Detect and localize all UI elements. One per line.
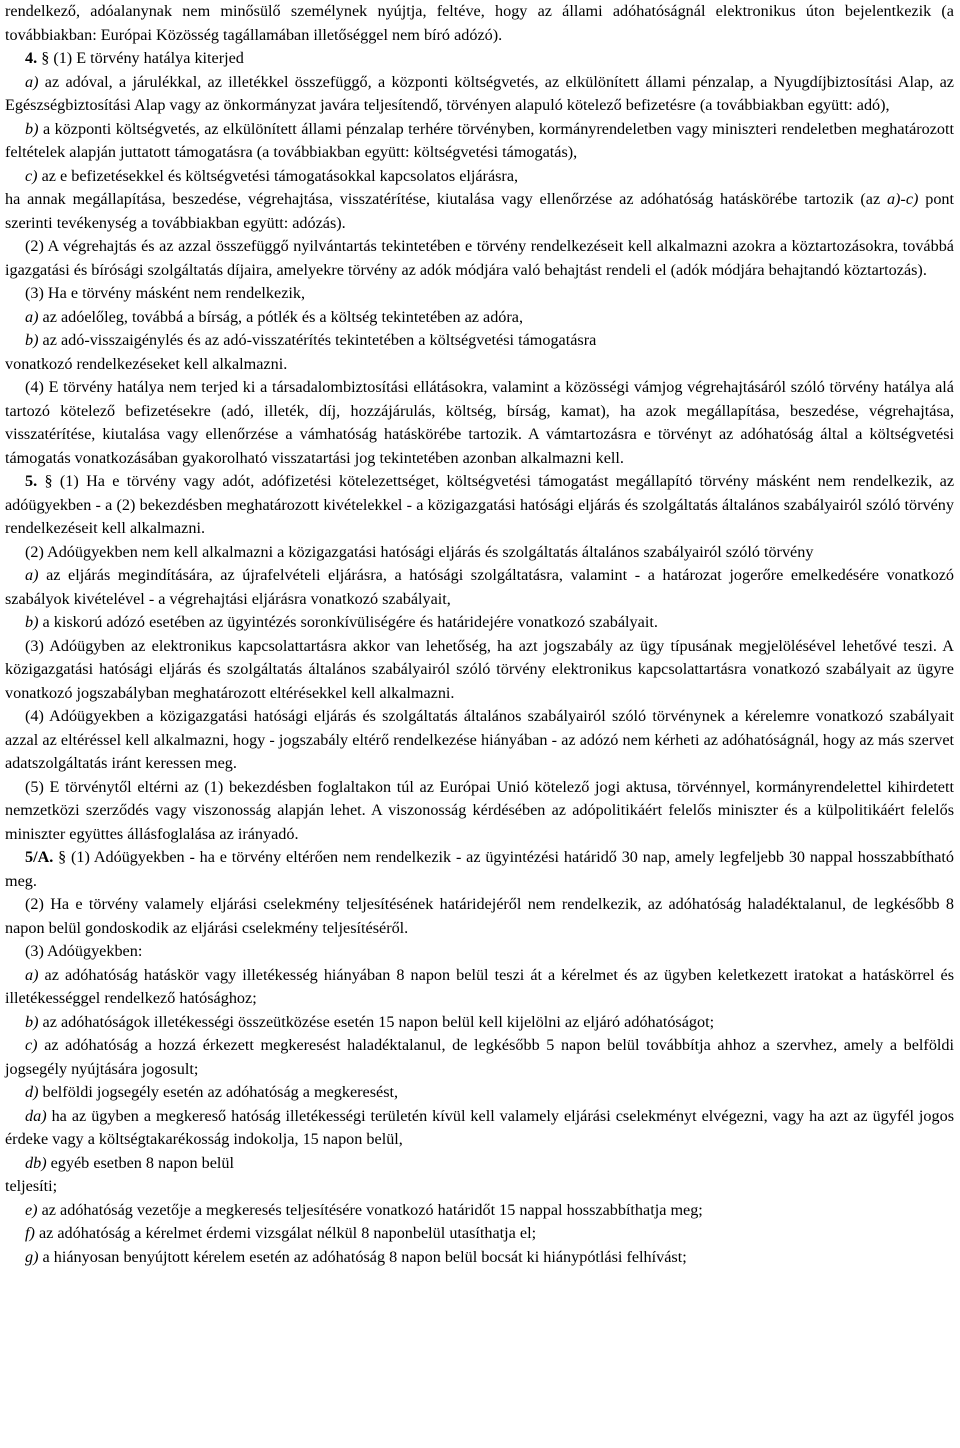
point-e bbox=[5, 1199, 954, 1223]
point-marker: da) bbox=[25, 1106, 47, 1125]
paragraph bbox=[5, 235, 954, 282]
point-marker: c) bbox=[25, 166, 38, 185]
paragraph-text: egyéb esetben 8 napon belül bbox=[50, 1153, 235, 1172]
paragraph-text: (4) E törvény hatálya nem terjed ki a társadalombiztosítási ellátásokra, valamint a közösségi vámjog végrehajtásáról szóló törvény hatálya alá tartozó kötelező befizetésekre (adó, illeték, díj, hozzájárulás, költség, bírság, kamat), ha azok megállapítása, beszedése, végrehajtása, visszatérítése, kiutalása vagy ellenőrzése a vámhatóság hatáskörébe tartozik. A vámtartozásra e törvényt az adóhatóság által a költségvetési támogatás vonatkozásában gyakorolható visszatartási jog tekintetében azonban alkalmazni kell. bbox=[5, 378, 954, 467]
point-marker: a) bbox=[25, 965, 39, 984]
paragraph bbox=[5, 776, 954, 847]
paragraph bbox=[5, 282, 954, 306]
point-b bbox=[5, 1011, 954, 1035]
point-marker: b) bbox=[25, 1012, 39, 1031]
paragraph bbox=[5, 940, 954, 964]
paragraph-text: (3) Ha e törvény másként nem rendelkezik, bbox=[25, 284, 306, 302]
paragraph-text: ha az ügyben a megkereső hatóság illetékességi területén kívül kell valamely eljárási cselekményt elvégezni, vagy ha azt az ügyfél jogos érdeke vagy a költségtakarékosság indokolja, 15 napon belül, bbox=[5, 1106, 955, 1148]
point-f bbox=[5, 1222, 954, 1246]
point-marker: d) bbox=[25, 1083, 39, 1101]
point-marker: c) bbox=[25, 1036, 38, 1054]
point-marker: b) bbox=[25, 613, 39, 631]
point-b bbox=[5, 611, 954, 635]
paragraph-text: (4) Adóügyekben a közigazgatási hatósági eljárás és szolgáltatás általános szabályairól szóló törvénynek a kérelemre vonatkozó szabályait azzal az eltéréssel kell alkalmazni, hogy - jogszabály eltérő rendelkezése hiányában - az adózó nem kérheti az adóhatóságnál, hogy az más szervet adatszolgáltatás iránt keressen meg. bbox=[5, 707, 954, 772]
point-g bbox=[5, 1246, 954, 1270]
point-c bbox=[5, 165, 954, 189]
section-4-heading bbox=[5, 47, 954, 71]
paragraph-text: a kiskorú adózó esetében az ügyintézés soronkívüliségére és határidejére vonatkozó szabályait. bbox=[42, 613, 658, 631]
paragraph-text: vonatkozó rendelkezéseket kell alkalmazni. bbox=[5, 354, 288, 373]
paragraph-text: (2) Ha e törvény valamely eljárási cselekmény teljesítésének határidejéről nem rendelkezik, az adóhatóság haladéktalanul, de legkésőbb 8 napon belül gondoskodik az eljárási cselekmény teljesítéséről. bbox=[5, 895, 954, 937]
paragraph-text: az adóelőleg, továbbá a bírság, a pótlék és a költség tekintetében az adóra, bbox=[42, 307, 524, 326]
paragraph-text: az e befizetésekkel és költségvetési támogatásokkal kapcsolatos eljárásra, bbox=[41, 166, 519, 185]
paragraph-text: az adóhatóság vezetője a megkeresés teljesítésére vonatkozó határidőt 15 nappal hosszabbíthatja meg; bbox=[41, 1200, 703, 1219]
point-marker: b) bbox=[25, 119, 39, 138]
paragraph-text: az adóval, a járulékkal, az illetékkel összefüggő, a központi költségvetés, az elkülönített állami pénzalap, a Nyugdíjbiztosítási Alap, az Egészségbiztosítási Alap vagy az önkormányzat javára teljesítendő, törvényen alapuló kötelező befizetésre (a továbbiakban együtt: adó), bbox=[5, 72, 954, 114]
section-5-heading bbox=[5, 470, 954, 541]
point-marker: a) bbox=[25, 72, 39, 91]
paragraph-text: (2) Adóügyekben nem kell alkalmazni a közigazgatási hatósági eljárás és szolgáltatás általános szabályairól szóló törvény bbox=[25, 542, 814, 561]
point-marker: db) bbox=[25, 1153, 47, 1172]
point-d bbox=[5, 1081, 954, 1105]
point-marker: e) bbox=[25, 1200, 38, 1219]
paragraph bbox=[5, 705, 954, 776]
point-a bbox=[5, 564, 954, 611]
paragraph-text: (5) E törvénytől eltérni az (1) bekezdésben foglaltakon túl az Európai Unió kötelező jogi aktusa, törvénnyel, kormányrendelettel kihirdetett nemzetközi szerződés vagy viszonosság alapján lehet. A viszonosság kérdésében az adópolitikáért felelős miniszter és a külpolitikáért felelős miniszter együttes állásfoglalása az irányadó. bbox=[5, 777, 954, 843]
point-marker: a) bbox=[25, 307, 39, 326]
point-db bbox=[5, 1152, 954, 1176]
paragraph-text: a központi költségvetés, az elkülönített állami pénzalap terhére törvényben, kormányrendeletben vagy miniszteri rendeletben meghatározott feltételek alapján juttatott támogatásra (a továbbiakban együtt: költségvetési támogatás), bbox=[5, 119, 955, 161]
paragraph bbox=[5, 541, 954, 565]
paragraph bbox=[5, 893, 954, 940]
point-b bbox=[5, 329, 954, 353]
paragraph-continuation bbox=[5, 0, 954, 47]
paragraph bbox=[5, 376, 954, 470]
point-marker: b) bbox=[25, 331, 39, 349]
paragraph-text: teljesíti; bbox=[5, 1177, 58, 1195]
paragraph-text: az adóhatóság hatáskör vagy illetékesség hiányában 8 napon belül teszi át a kérelmet és az ügyben keletkezett iratokat a hatáskörrel és illetékességgel rendelkező hatósághoz; bbox=[5, 965, 954, 1007]
point-a bbox=[5, 306, 954, 330]
paragraph-text: rendelkező, adóalanynak nem minősülő személynek nyújtja, feltéve, hogy az állami adóhatóságnál elektronikus úton bejelentkezik (a továbbiakban: Európai Közösség tagállamában illetőséggel nem bíró adózó). bbox=[5, 2, 954, 44]
section-number: 5/A. bbox=[25, 848, 54, 866]
section-number: 4. bbox=[25, 49, 38, 67]
point-marker: a)-c) bbox=[886, 190, 919, 208]
paragraph-text: az adóhatóság a hozzá érkezett megkeresést haladéktalanul, de legkésőbb 5 napon belül továbbítja ahhoz a szervhez, amely a belföldi jogsegély nyújtására jogosult; bbox=[5, 1036, 955, 1078]
paragraph-text: az adóhatóságok illetékességi összeütközése esetén 15 napon belül kell kijelölni az eljáró adóhatóságot; bbox=[42, 1012, 715, 1031]
paragraph-text: ha annak megállapítása, beszedése, végrehajtása, visszatérítése, kiutalása vagy ellenőrzése az adóhatóság hatáskörébe tartozik (az bbox=[5, 190, 887, 208]
section-number: 5. bbox=[25, 472, 38, 490]
point-b bbox=[5, 118, 954, 165]
paragraph bbox=[5, 635, 954, 706]
paragraph bbox=[5, 1175, 954, 1199]
section-5a-heading bbox=[5, 846, 954, 893]
paragraph-text: az eljárás megindítására, az újrafelvételi eljárásra, a hatósági szolgáltatásra, valamint - a határozat jogerőre emelkedésére vonatkozó szabályok kivételével - a végrehajtási eljárásra vonatkozó szabályait, bbox=[5, 566, 955, 608]
point-marker: a) bbox=[25, 566, 39, 584]
point-c bbox=[5, 1034, 954, 1081]
paragraph-text: a hiányosan benyújtott kérelem esetén az adóhatóság 8 napon belül bocsát ki hiánypótlási felhívást; bbox=[42, 1247, 687, 1266]
paragraph-text: (3) Adóügyben az elektronikus kapcsolattartásra akkor van lehetőség, ha azt jogszabály az ügy típusának megjelölésével lehetővé teszi. A közigazgatási hatósági eljárás és szolgáltatás általános szabályairól szóló törvény elektronikus kapcsolattartásra vonatkozó szabályait az ügyre vonatkozó jogszabályban meghatározott eltérésekkel kell alkalmazni. bbox=[5, 636, 954, 702]
paragraph-text: pont szerinti tevékenység a továbbiakban együtt: adózás). bbox=[5, 190, 955, 232]
paragraph-text: § (1) Adóügyekben - ha e törvény eltérően nem rendelkezik - az ügyintézési határidő 30 nap, amely legfeljebb 30 nappal hosszabbítható meg. bbox=[5, 848, 954, 890]
point-a bbox=[5, 964, 954, 1011]
point-da bbox=[5, 1105, 954, 1152]
paragraph-text: (2) A végrehajtás és az azzal összefüggő nyilvántartás tekintetében e törvény rendelkezéseit kell alkalmazni azokra a köztartozásokra, továbbá igazgatási és bírósági szolgáltatás díjaira, amelyekre törvény az adók módjára való behajtást rendeli el (adók módjára behajtandó köztartozás). bbox=[5, 237, 954, 279]
point-marker: g) bbox=[25, 1247, 39, 1266]
point-marker: f) bbox=[25, 1224, 35, 1242]
paragraph-text: § (1) Ha e törvény vagy adót, adófizetési kötelezettséget, költségvetési támogatást megállapító törvény másként nem rendelkezik, az adóügyekben - a (2) bekezdésben meghatározott kivételekkel - a közigazgatási hatósági eljárás és szolgáltatás általános szabályairól szóló törvény rendelkezéseit kell alkalmazni. bbox=[5, 472, 955, 537]
paragraph bbox=[5, 188, 954, 235]
paragraph-text: az adóhatóság a kérelmet érdemi vizsgálat nélkül 8 naponbelül utasíthatja el; bbox=[38, 1224, 537, 1242]
paragraph bbox=[5, 353, 954, 377]
paragraph-text: (3) Adóügyekben: bbox=[25, 942, 143, 960]
paragraph-text: belföldi jogsegély esetén az adóhatóság a megkeresést, bbox=[42, 1083, 399, 1101]
paragraph-text: § (1) E törvény hatálya kiterjed bbox=[41, 49, 244, 67]
paragraph-text: az adó-visszaigénylés és az adó-visszatérítés tekintetében a költségvetési támogatásra bbox=[42, 331, 597, 349]
point-a bbox=[5, 71, 954, 118]
